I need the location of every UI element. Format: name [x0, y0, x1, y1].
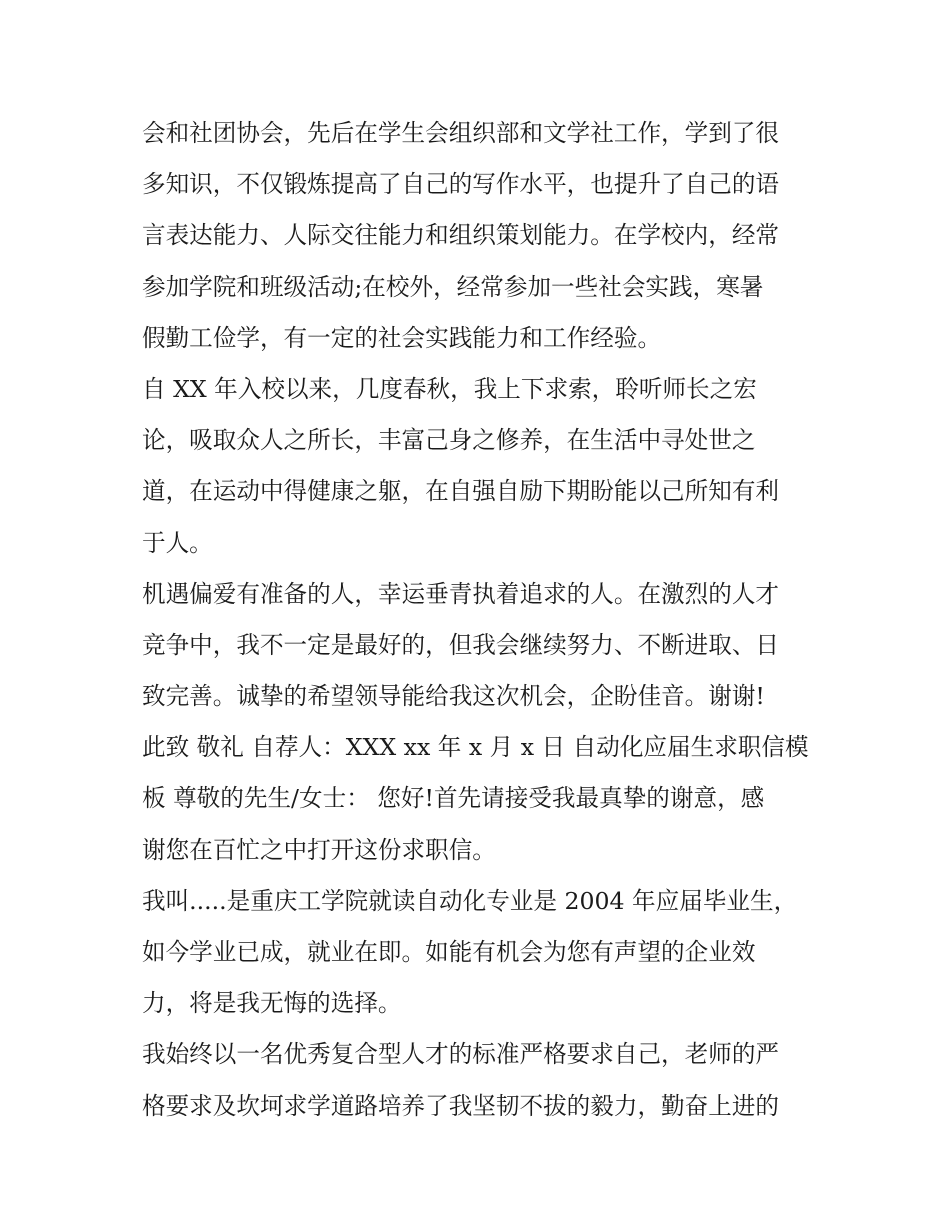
- text-line: 我始终以一名优秀复合型人才的标准严格要求自己，老师的严: [142, 1040, 780, 1069]
- text-line: 道，在运动中得健康之躯，在自强自励下期盼能以己所知有利: [142, 477, 780, 506]
- text-line: 论，吸取众人之所长，丰富己身之修养，在生活中寻处世之: [142, 426, 756, 455]
- text-line: 我叫.....是重庆工学院就读自动化专业是 2004 年应届毕业生，: [142, 886, 798, 915]
- text-line: 自 XX 年入校以来，几度春秋，我上下求索，聆听师长之宏: [142, 374, 757, 403]
- text-line: 言表达能力、人际交往能力和组织策划能力。在学校内，经常: [142, 221, 780, 250]
- text-line: 板 尊敬的先生/女士： 您好!首先请接受我最真挚的谢意，感: [142, 784, 765, 813]
- text-line: 于人。: [142, 528, 213, 557]
- document-body: [142, 108, 822, 1132]
- text-line: 会和社团协会，先后在学生会组织部和文学社工作，学到了很: [142, 119, 780, 147]
- text-line: 假勤工俭学，有一定的社会实践能力和工作经验。: [142, 323, 662, 352]
- text-line: 力，将是我无悔的选择。: [142, 989, 402, 1018]
- text-line: 此致 敬礼 自荐人：XXX xx 年 x 月 x 日 自动化应届生求职信模: [142, 733, 809, 762]
- text-line: 谢您在百忙之中打开这份求职信。: [142, 835, 496, 864]
- text-line: 机遇偏爱有准备的人，幸运垂青执着追求的人。在激烈的人才: [142, 579, 780, 608]
- text-line: 格要求及坎坷求学道路培养了我坚韧不拔的毅力，勤奋上进的: [142, 1091, 780, 1120]
- text-line: 竞争中，我不一定是最好的，但我会继续努力、不断进取、日: [142, 630, 780, 659]
- text-line: 如今学业已成，就业在即。如能有机会为您有声望的企业效: [142, 938, 756, 966]
- text-line: 致完善。诚挚的希望领导能给我这次机会，企盼佳音。谢谢!: [142, 682, 765, 711]
- text-line: 多知识，不仅锻炼提高了自己的写作水平，也提升了自己的语: [142, 170, 780, 199]
- text-line: 参加学院和班级活动;在校外，经常参加一些社会实践，寒暑: [142, 272, 764, 301]
